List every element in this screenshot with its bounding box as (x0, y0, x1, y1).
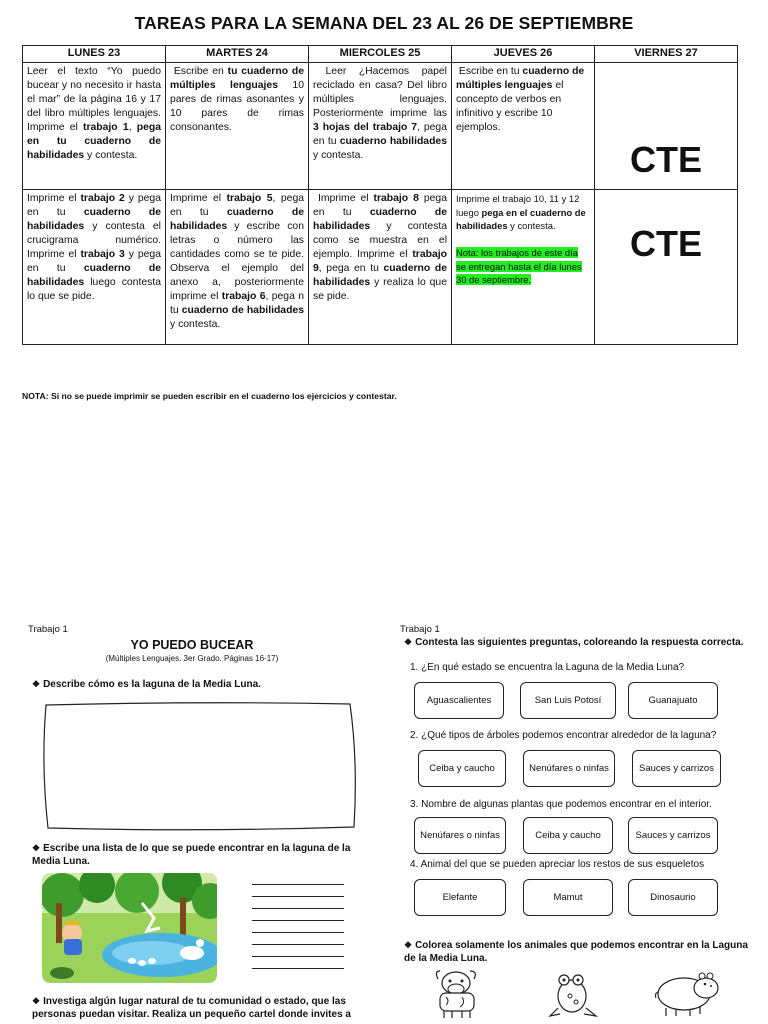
diamond-bullet-icon: ❖ (32, 679, 41, 689)
answer-box[interactable] (40, 701, 357, 831)
table-header-row (23, 46, 738, 63)
question-list: ❖ Escribe una lista de lo que se puede encontrar en la laguna de la Media Luna. (32, 843, 351, 867)
task-cell-wednesday-2: Imprime el trabajo 8 pega en tu cuaderno de habilidades y contesta como se muestra en el ejemplo. Imprime el trabajo 9, pega en tu cuaderno de habilidades y realiza lo que se pide. (309, 190, 452, 345)
task-cell-thursday-1: Escribe en tu cuaderno de múltiples lenguajes el concepto de verbos en infinitivo y escribe 10 ejemplos. (452, 63, 595, 190)
quiz-question-4: 4. Animal del que se pueden apreciar los restos de sus esqueletos (410, 859, 705, 870)
answer-option-dinosaurio[interactable]: Dinosaurio (628, 879, 718, 916)
task-cell-wednesday-1: Leer ¿Hacemos papel reciclado en casa? Del libro múltiples lenguajes. Posteriormente imprime las 3 hojas del trabajo 7, pega en tu cuaderno habilidades y contesta. (309, 63, 452, 190)
color-instruction: ❖ Colorea solamente los animales que podemos encontrar en la Laguna de la Media Luna. (404, 940, 748, 964)
answer-line[interactable] (252, 932, 344, 933)
task-cell-monday-2: Imprime el trabajo 2 y pega en tu cuaderno de habilidades y contesta el crucigrama numérico. Imprime el trabajo 3 y pega en tu cuaderno de habilidades luego contesta lo que se pide. (23, 190, 166, 345)
quiz-question-1: 1. ¿En qué estado se encuentra la Laguna de la Media Luna? (410, 662, 685, 673)
answer-line[interactable] (252, 908, 344, 909)
diamond-bullet-icon: ❖ (404, 940, 413, 950)
quiz-question-3: 3. Nombre de algunas plantas que podemos encontrar en el interior. (410, 799, 712, 810)
right-work-label: Trabajo 1 (400, 624, 440, 635)
day-header-thursday: JUEVES 26 (452, 46, 595, 63)
question-investigate: ❖ Investiga algún lugar natural de tu comunidad o estado, que las personas puedan visitar. Realiza un pequeño cartel donde invites a (32, 996, 351, 1020)
worksheet-heading: YO PUEDO BUCEAR (130, 638, 254, 652)
cte-label: CTE (630, 139, 702, 180)
answer-option-san-luis-potosi[interactable]: San Luis Potosí (520, 682, 616, 719)
task-cell-tuesday-2: Imprime el trabajo 5, pega en tu cuaderno de habilidades y escribe con letras o número las cantidades como se te pide. Observa el ejemplo del anexo a, posteriormente imprime el trabajo 6, pega n tu cuaderno de habilidades y contesta. (166, 190, 309, 345)
answer-option-guanajuato[interactable]: Guanajuato (628, 682, 718, 719)
answer-line[interactable] (252, 896, 344, 897)
task-cell-tuesday-1: Escribe en tu cuaderno de múltiples lenguajes 10 pares de rimas asonantes y 10 pares de rimas consonantes. (166, 63, 309, 190)
question-describe: ❖ Describe cómo es la laguna de la Media Luna. (32, 679, 261, 690)
day-header-friday: VIERNES 27 (595, 46, 738, 63)
cow-outline-icon[interactable] (430, 965, 486, 1019)
answer-option-sauces-carrizos[interactable]: Sauces y carrizos (628, 817, 718, 854)
diamond-bullet-icon: ❖ (404, 637, 413, 647)
task-cell-friday-2 (595, 190, 738, 345)
answer-option-aguascalientes[interactable]: Aguascalientes (414, 682, 504, 719)
cte-label: CTE (630, 223, 702, 264)
worksheet-subheading: (Múltiples Lenguajes. 3er Grado. Páginas 16-17) (105, 654, 279, 663)
diamond-bullet-icon: ❖ (32, 996, 41, 1006)
answer-option-elefante[interactable]: Elefante (414, 879, 506, 916)
quiz-question-2: 2. ¿Qué tipos de árboles podemos encontrar alrededor de la laguna? (410, 730, 717, 741)
highlighted-note: Nota: los trabajos de este día se entregan hasta el día lunes 30 de septiembre. (456, 247, 582, 285)
table-row (23, 63, 738, 190)
answer-option-nenufares[interactable]: Nenúfares o ninfas (523, 750, 615, 787)
hippo-outline-icon[interactable] (650, 966, 720, 1018)
answer-line[interactable] (252, 920, 344, 921)
day-header-wednesday: MIERCOLES 25 (309, 46, 452, 63)
quiz-instruction: ❖ Contesta las siguientes preguntas, coloreando la respuesta correcta. (404, 637, 744, 648)
task-cell-thursday-2: Imprime el trabajo 10, 11 y 12 luego pega en el cuaderno de habilidades y contesta. Nota: los trabajos de este día se entregan hasta el día lunes 30 de septiembre. (452, 190, 595, 345)
task-cell-friday-1 (595, 63, 738, 190)
weekly-tasks-table (22, 45, 738, 345)
day-header-tuesday: MARTES 24 (166, 46, 309, 63)
lagoon-illustration (42, 873, 217, 983)
answer-option-sauces-carrizos[interactable]: Sauces y carrizos (632, 750, 721, 787)
print-note: NOTA: Si no se puede imprimir se pueden escribir en el cuaderno los ejercicios y contestar. (22, 391, 397, 401)
answer-option-ceiba-caucho[interactable]: Ceiba y caucho (418, 750, 506, 787)
answer-line[interactable] (252, 884, 344, 885)
task-cell-monday-1: Leer el texto “Yo puedo bucear y no necesito ir hasta el mar” de la página 16 y 17 del libro múltiples lenguajes. Imprime el trabajo 1, pega en tu cuaderno de habilidades y contesta. (23, 63, 166, 190)
answer-line[interactable] (252, 956, 344, 957)
answer-line[interactable] (252, 968, 344, 969)
page-title: TAREAS PARA LA SEMANA DEL 23 AL 26 DE SEPTIEMBRE (134, 13, 634, 33)
answer-option-mamut[interactable]: Mamut (523, 879, 613, 916)
answer-option-nenufares[interactable]: Nenúfares o ninfas (414, 817, 506, 854)
frog-outline-icon[interactable] (548, 968, 600, 1018)
answer-option-ceiba-caucho[interactable]: Ceiba y caucho (523, 817, 613, 854)
diamond-bullet-icon: ❖ (32, 843, 41, 853)
day-header-monday: LUNES 23 (23, 46, 166, 63)
table-row (23, 190, 738, 345)
left-work-label: Trabajo 1 (28, 624, 68, 635)
answer-line[interactable] (252, 944, 344, 945)
